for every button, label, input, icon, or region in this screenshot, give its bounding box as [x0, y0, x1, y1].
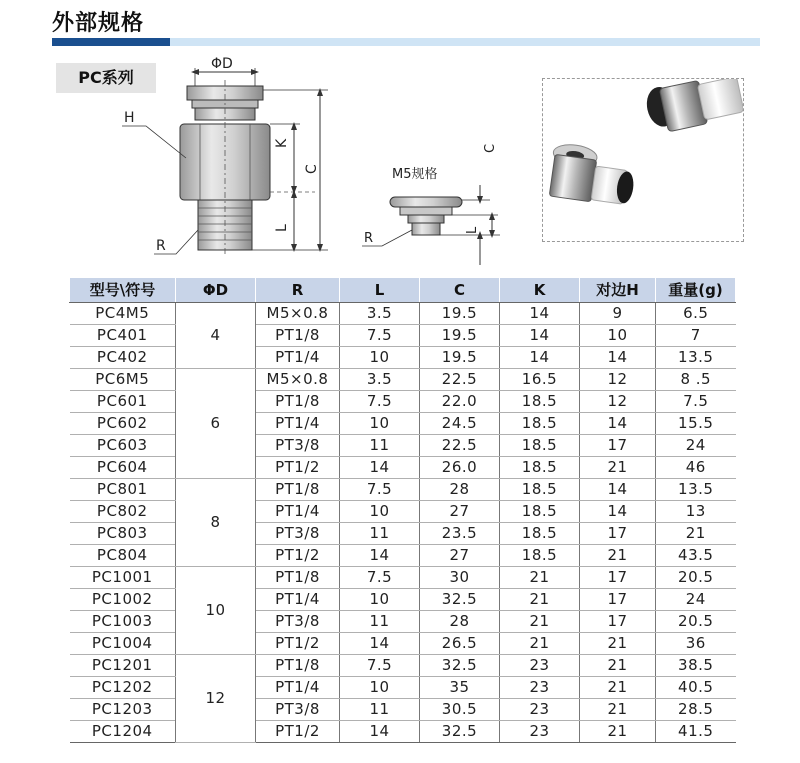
table-cell: PC1003 [70, 610, 176, 632]
table-cell: 14 [340, 544, 420, 566]
table-cell: 14 [580, 500, 656, 522]
table-cell: 11 [340, 698, 420, 720]
table-cell: 26.5 [420, 632, 500, 654]
table-row [70, 654, 736, 676]
table-cell: 28 [420, 478, 500, 500]
table-cell: 23.5 [420, 522, 500, 544]
table-cell: PT1/2 [256, 544, 340, 566]
table-cell: 21 [500, 632, 580, 654]
table-cell: 21 [500, 610, 580, 632]
table-row [70, 390, 736, 412]
table-cell: 11 [340, 434, 420, 456]
table-cell: 9 [580, 302, 656, 324]
table-cell: PC1002 [70, 588, 176, 610]
table-header-cell: L [340, 278, 420, 302]
table-cell: 21 [580, 632, 656, 654]
table-cell: PC402 [70, 346, 176, 368]
table-cell: 21 [500, 566, 580, 588]
table-cell: 18.5 [500, 390, 580, 412]
table-cell: 22.0 [420, 390, 500, 412]
table-cell: 32.5 [420, 654, 500, 676]
table-cell: 8 .5 [656, 368, 736, 390]
table-cell: PC603 [70, 434, 176, 456]
table-cell: M5×0.8 [256, 302, 340, 324]
table-cell: PC1204 [70, 720, 176, 742]
table-cell: 19.5 [420, 302, 500, 324]
table-cell: 14 [340, 720, 420, 742]
table-cell: PC801 [70, 478, 176, 500]
table-cell: 35 [420, 676, 500, 698]
table-cell: 7.5 [340, 654, 420, 676]
table-cell: PC6M5 [70, 368, 176, 390]
table-cell: PC1202 [70, 676, 176, 698]
table-cell: 43.5 [656, 544, 736, 566]
table-cell: 32.5 [420, 588, 500, 610]
table-cell: 17 [580, 566, 656, 588]
table-cell: PT3/8 [256, 522, 340, 544]
table-cell: 18.5 [500, 478, 580, 500]
table-row [70, 698, 736, 720]
table-cell: 14 [340, 632, 420, 654]
table-cell: PC4M5 [70, 302, 176, 324]
table-cell: 7.5 [656, 390, 736, 412]
table-cell: 14 [500, 324, 580, 346]
table-cell: 18.5 [500, 412, 580, 434]
table-cell: 10 [340, 588, 420, 610]
table-cell: 14 [580, 478, 656, 500]
table-cell: 40.5 [656, 676, 736, 698]
table-cell: PC401 [70, 324, 176, 346]
m5-fitting-side-view [390, 197, 462, 235]
table-cell: 23 [500, 698, 580, 720]
dim-k-label: K [274, 138, 290, 148]
table-cell: 10 [340, 346, 420, 368]
table-cell: PC602 [70, 412, 176, 434]
table-cell: PT1/4 [256, 346, 340, 368]
m5-label: M5规格 [392, 167, 438, 182]
table-cell: 7.5 [340, 390, 420, 412]
page-title: 外部规格 [52, 11, 145, 36]
table-cell: 16.5 [500, 368, 580, 390]
table-cell: PT1/8 [256, 390, 340, 412]
table-cell: PC804 [70, 544, 176, 566]
table-cell: 12 [580, 390, 656, 412]
table-row [70, 368, 736, 390]
phi-d-cell: 4 [176, 302, 256, 368]
phi-d-cell: 12 [176, 654, 256, 742]
table-cell: 41.5 [656, 720, 736, 742]
table-cell: 3.5 [340, 302, 420, 324]
table-cell: PC1203 [70, 698, 176, 720]
table-cell: PT3/8 [256, 434, 340, 456]
table-cell: 18.5 [500, 500, 580, 522]
phi-d-cell: 6 [176, 368, 256, 478]
table-cell: 11 [340, 522, 420, 544]
dim-c-label: C [304, 164, 320, 174]
table-row [70, 302, 736, 324]
table-cell: 32.5 [420, 720, 500, 742]
table-cell: 17 [580, 610, 656, 632]
table-cell: 14 [580, 346, 656, 368]
table-row [70, 588, 736, 610]
series-label: PC系列 [56, 63, 156, 93]
table-cell: 24 [656, 434, 736, 456]
table-cell: 27 [420, 544, 500, 566]
table-cell: 7.5 [340, 478, 420, 500]
table-cell: 18.5 [500, 434, 580, 456]
table-cell: 13.5 [656, 346, 736, 368]
table-cell: PT1/8 [256, 324, 340, 346]
table-cell: PT1/4 [256, 412, 340, 434]
table-cell: 20.5 [656, 566, 736, 588]
table-row [70, 720, 736, 742]
table-header-cell: K [500, 278, 580, 302]
table-cell: 23 [500, 720, 580, 742]
fitting-side-view [180, 80, 315, 255]
table-cell: PC803 [70, 522, 176, 544]
table-row [70, 544, 736, 566]
table-cell: 17 [580, 522, 656, 544]
table-row [70, 522, 736, 544]
table-cell: PT1/4 [256, 500, 340, 522]
table-cell: 22.5 [420, 368, 500, 390]
table-cell: 21 [580, 456, 656, 478]
table-cell: 38.5 [656, 654, 736, 676]
table-cell: 15.5 [656, 412, 736, 434]
table-cell: 10 [340, 412, 420, 434]
table-row [70, 566, 736, 588]
table-row [70, 632, 736, 654]
table-cell: PT3/8 [256, 698, 340, 720]
table-cell: 7.5 [340, 324, 420, 346]
table-cell: 18.5 [500, 522, 580, 544]
table-cell: 21 [580, 654, 656, 676]
table-row [70, 500, 736, 522]
table-cell: PC1004 [70, 632, 176, 654]
table-header-cell: ΦD [176, 278, 256, 302]
table-cell: 12 [580, 368, 656, 390]
dim-l-label: L [274, 224, 290, 232]
table-row [70, 676, 736, 698]
table-cell: 10 [340, 676, 420, 698]
table-cell: 14 [500, 346, 580, 368]
fitting-photo-icon [543, 79, 743, 241]
table-cell: 21 [580, 720, 656, 742]
spec-table [69, 278, 736, 743]
table-cell: 18.5 [500, 544, 580, 566]
table-cell: PC601 [70, 390, 176, 412]
table-cell: 11 [340, 610, 420, 632]
table-cell: PT1/4 [256, 588, 340, 610]
table-cell: 23 [500, 654, 580, 676]
table-cell: 19.5 [420, 346, 500, 368]
table-cell: 18.5 [500, 456, 580, 478]
table-cell: PT1/2 [256, 632, 340, 654]
table-header-cell: R [256, 278, 340, 302]
table-cell: 20.5 [656, 610, 736, 632]
technical-drawing [100, 50, 520, 270]
table-cell: 21 [580, 544, 656, 566]
table-cell: 17 [580, 588, 656, 610]
table-cell: 24 [656, 588, 736, 610]
table-cell: 17 [580, 434, 656, 456]
table-cell: 21 [580, 676, 656, 698]
table-header-cell: 重量(g) [656, 278, 736, 302]
table-cell: 3.5 [340, 368, 420, 390]
table-cell: 7.5 [340, 566, 420, 588]
title-rule-accent [52, 38, 170, 46]
table-cell: 28.5 [656, 698, 736, 720]
table-cell: 21 [580, 698, 656, 720]
table-cell: PC1201 [70, 654, 176, 676]
table-header-cell: C [420, 278, 500, 302]
table-cell: PT1/8 [256, 478, 340, 500]
table-cell: 14 [500, 302, 580, 324]
table-row [70, 478, 736, 500]
table-row [70, 456, 736, 478]
table-cell: 6.5 [656, 302, 736, 324]
table-cell: 10 [340, 500, 420, 522]
table-cell: 21 [500, 588, 580, 610]
dim-h-label: H [124, 110, 135, 126]
table-cell: 24.5 [420, 412, 500, 434]
table-cell: PC1001 [70, 566, 176, 588]
m5-dim-r-label: R [364, 231, 374, 246]
table-cell: PC604 [70, 456, 176, 478]
table-row [70, 434, 736, 456]
m5-dim-l-label: L [465, 226, 480, 234]
table-cell: PT1/2 [256, 720, 340, 742]
table-header-cell: 型号\符号 [70, 278, 176, 302]
table-cell: PT3/8 [256, 610, 340, 632]
table-cell: PT1/2 [256, 456, 340, 478]
table-cell: 23 [500, 676, 580, 698]
table-cell: 27 [420, 500, 500, 522]
table-cell: 26.0 [420, 456, 500, 478]
table-row [70, 324, 736, 346]
table-cell: M5×0.8 [256, 368, 340, 390]
table-cell: 10 [580, 324, 656, 346]
table-cell: 28 [420, 610, 500, 632]
table-cell: PC802 [70, 500, 176, 522]
phi-d-cell: 10 [176, 566, 256, 654]
table-cell: PT1/8 [256, 566, 340, 588]
table-cell: 14 [580, 412, 656, 434]
table-cell: 30 [420, 566, 500, 588]
table-header-cell: 对边H [580, 278, 656, 302]
table-row [70, 346, 736, 368]
table-cell: 22.5 [420, 434, 500, 456]
table-cell: 14 [340, 456, 420, 478]
table-row [70, 610, 736, 632]
table-cell: 46 [656, 456, 736, 478]
table-cell: 30.5 [420, 698, 500, 720]
dim-phi-d-label: ΦD [211, 56, 233, 72]
table-cell: 7 [656, 324, 736, 346]
table-cell: 13 [656, 500, 736, 522]
product-photo-frame [542, 78, 744, 242]
table-cell: PT1/8 [256, 654, 340, 676]
m5-dim-c-label: C [483, 143, 498, 153]
table-cell: 19.5 [420, 324, 500, 346]
table-cell: PT1/4 [256, 676, 340, 698]
table-cell: 21 [656, 522, 736, 544]
table-cell: 13.5 [656, 478, 736, 500]
phi-d-cell: 8 [176, 478, 256, 566]
table-header-row [70, 278, 736, 302]
table-cell: 36 [656, 632, 736, 654]
table-row [70, 412, 736, 434]
dim-r-label: R [156, 238, 166, 254]
